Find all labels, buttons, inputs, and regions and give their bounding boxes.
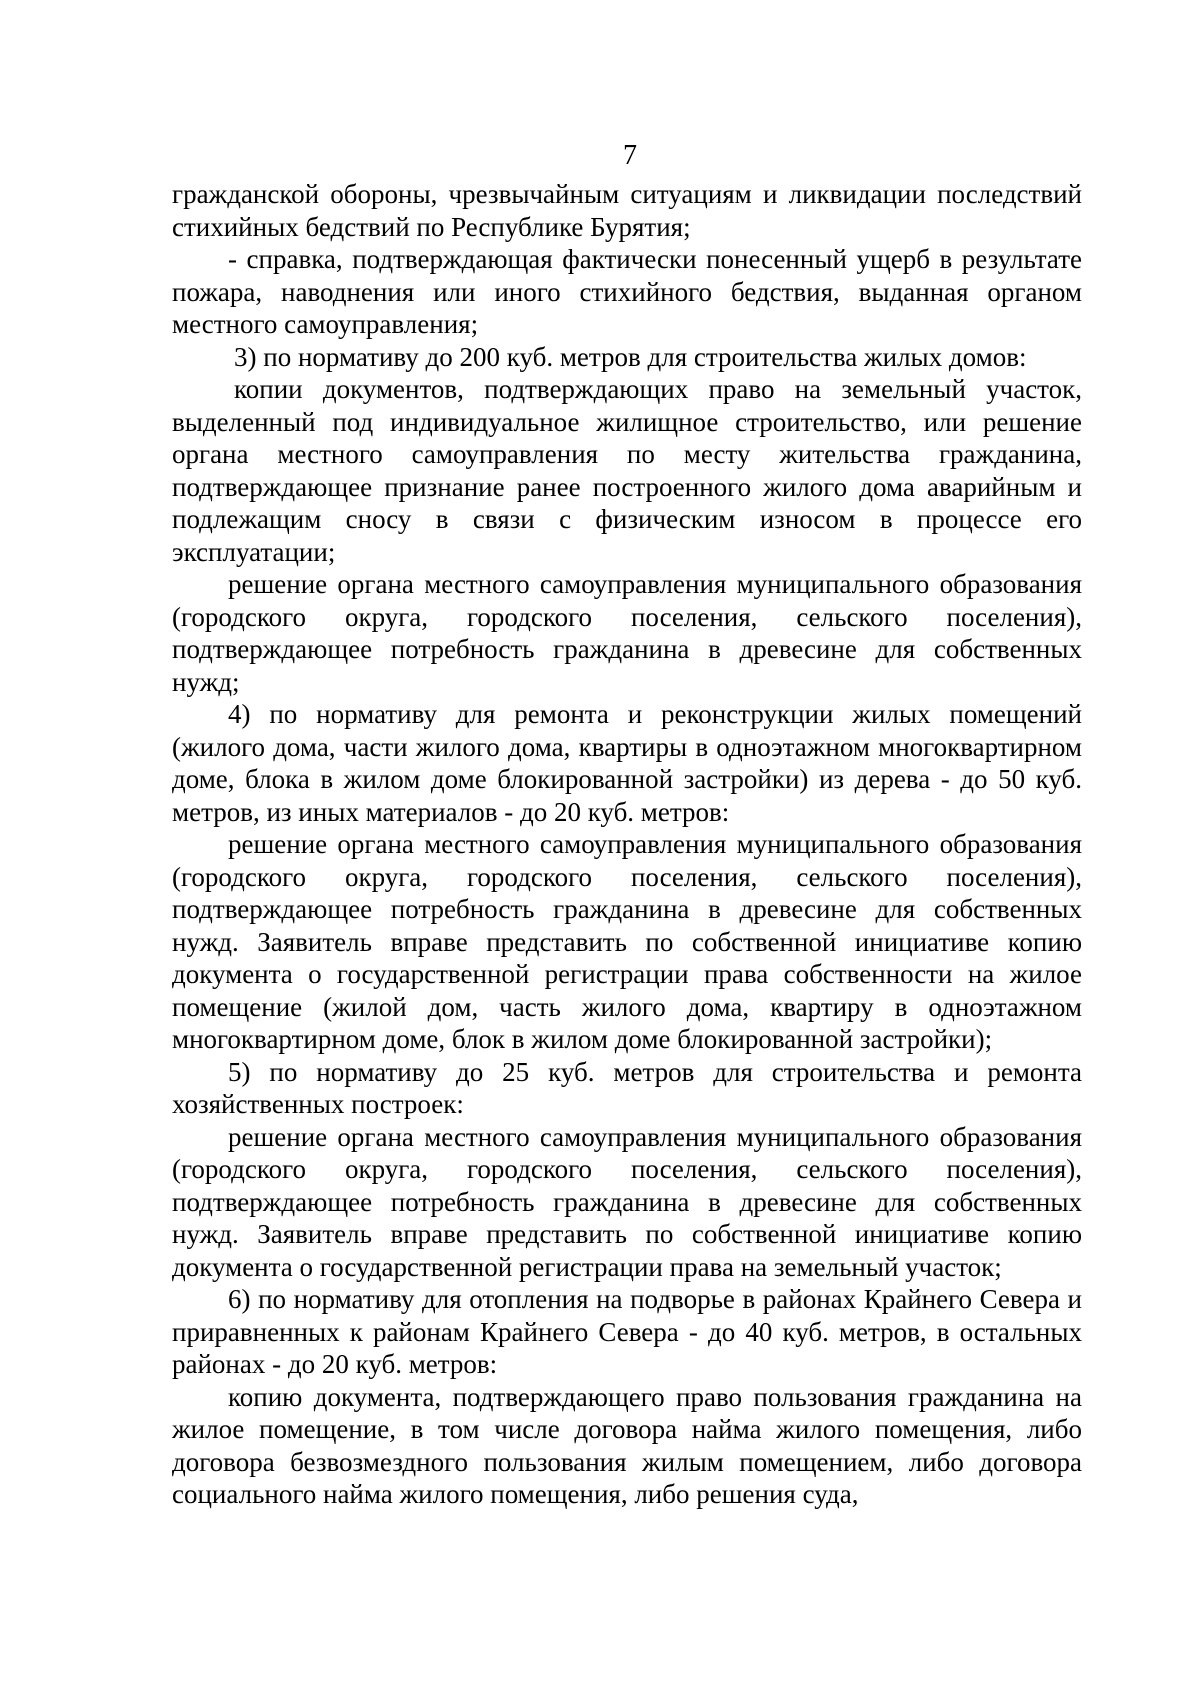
paragraph-damage-certificate: - справка, подтверждающая фактически понесенный ущерб в результате пожара, наводнения или иного стихийного бедствия, выданная органом местного самоуправления; [172, 244, 1082, 339]
paragraph-item-3: 3) по нормативу до 200 куб. метров для строительства жилых домов: [234, 341, 1027, 372]
paragraph-municipal-decision-2: решение органа местного самоуправления муниципального образования (городского округа, городского поселения, сельского поселения), подтверждающее потребность гражданина в древесине для собственных нужд. Заявитель вправе представить по собственной инициативе копию документа о государственной регистрации права собственности на жилое помещение (жилой дом, часть жилого дома, квартиру в одноэтажном многоквартирном доме, блок в жилом доме блокированной застройки); [172, 829, 1082, 1054]
paragraph-residence-documents: копию документа, подтверждающего право пользования гражданина на жилое помещение, в том числе договора найма жилого помещения, либо договора безвозмездного пользования жилым помещением, либо договора социального найма жилого помещения, либо решения суда, [172, 1381, 1082, 1509]
document-body [172, 178, 1082, 1511]
page-number: 7 [623, 140, 637, 171]
paragraph-land-documents: копии документов, подтверждающих право на земельный участок, выделенный под индивидуальное жилищное строительство, или решение органа местного самоуправления по месту жительства гражданина, подтверждающее признание ранее построенного жилого дома аварийным и подлежащим сносу в связи с физическим износом в процессе его эксплуатации; [172, 374, 1082, 567]
paragraph-municipal-decision-3: решение органа местного самоуправления муниципального образования (городского округа, городского поселения, сельского поселения), подтверждающее потребность гражданина в древесине для собственных нужд. Заявитель вправе представить по собственной инициативе копию документа о государственной регистрации права на земельный участок; [172, 1121, 1082, 1282]
paragraph-item-5: 5) по нормативу до 25 куб. метров для строительства и ремонта хозяйственных построек: [172, 1056, 1082, 1119]
paragraph-item-6: 6) по нормативу для отопления на подворье в районах Крайнего Севера и приравненных к районам Крайнего Севера - до 40 куб. метров, в остальных районах - до 20 куб. метров: [172, 1284, 1082, 1379]
paragraph-item-4: 4) по нормативу для ремонта и реконструкции жилых помещений (жилого дома, части жилого дома, квартиры в одноэтажном многоквартирном доме, блока в жилом доме блокированной застройки) из дерева - до 50 куб. метров, из иных материалов - до 20 куб. метров: [172, 699, 1082, 827]
paragraph-continuation: гражданской обороны, чрезвычайным ситуациям и ликвидации последствий стихийных бедствий по Республике Бурятия; [172, 179, 1082, 242]
paragraph-municipal-decision-1: решение органа местного самоуправления муниципального образования (городского округа, городского поселения, сельского поселения), подтверждающее потребность гражданина в древесине для собственных нужд; [172, 569, 1082, 697]
